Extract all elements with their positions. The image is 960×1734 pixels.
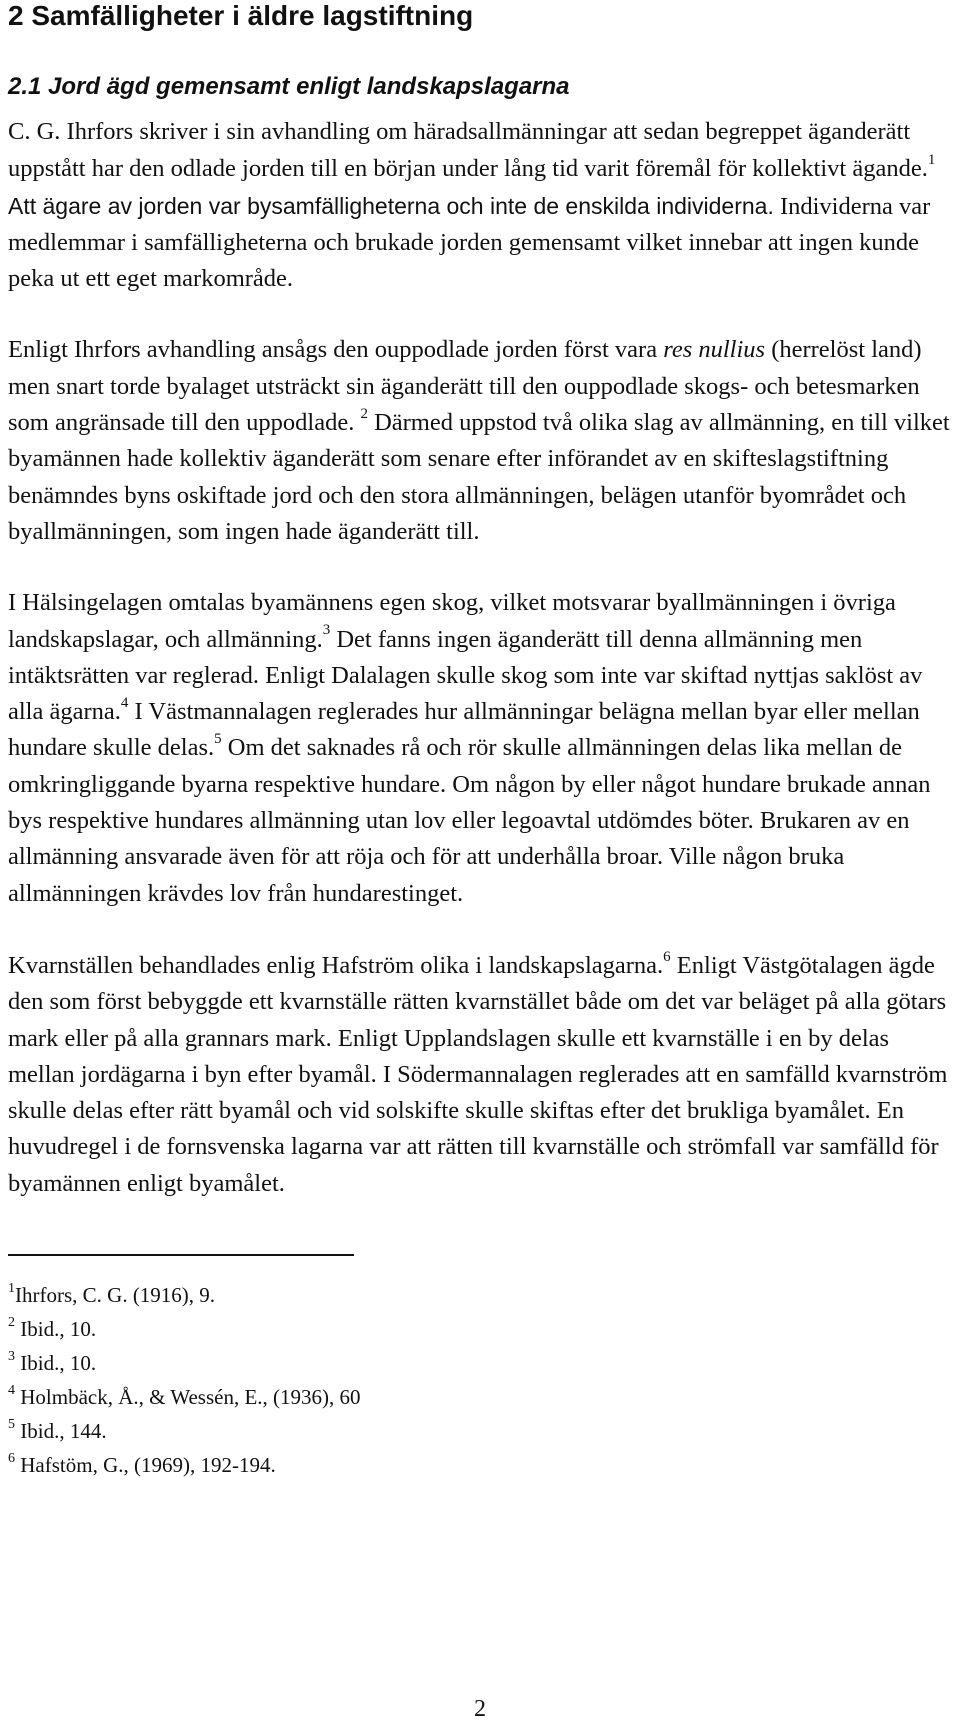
footnote-2 xyxy=(8,1312,952,1346)
footnote-text: Ibid., 144. xyxy=(15,1419,107,1444)
paragraph-2-text-a: Enligt Ihrfors avhandling ansågs den ouppodlade jorden först vara xyxy=(8,336,664,364)
footnote-number: 4 xyxy=(8,1383,15,1399)
subsection-heading: 2.1 Jord ägd gemensamt enligt landskapslagarna xyxy=(8,73,570,100)
paragraph-3-text-b: Det fanns ingen äganderätt till denna allmänning men intäktsrätten var reglerad. Enligt Dalalagen skulle skog som inte var skiftad nyttjas saklöst av alla ägarna. xyxy=(8,625,923,726)
footnote-ref-4: 4 xyxy=(120,695,129,711)
footnote-number: 1 xyxy=(8,1281,15,1297)
footnote-text: Ibid., 10. xyxy=(15,1317,97,1342)
footnote-number: 2 xyxy=(8,1315,15,1331)
paragraph-4-text-a: Kvarnställen behandlades enlig Hafström olika i landskapslagarna. xyxy=(8,951,664,979)
paragraph-2-text-c: Därmed uppstod två olika slag av allmänning, en till vilket byamännen hade kollektiv äganderätt som senare efter införandet av en skifteslagstiftning benämndes byns oskiftade jord och den stora allmänningen, belägen utanför byområdet och byallmänningen, som ingen hade äganderätt till. xyxy=(8,409,950,545)
paragraph-3-text-a: I Hälsingelagen omtalas byamännens egen skog, vilket motsvarar byallmänningen i övriga landskapslagar, och allmänning. xyxy=(8,589,896,653)
footnote-number: 6 xyxy=(8,1451,15,1467)
page-number: 2 xyxy=(474,1696,486,1722)
paragraph-1-text-c: Individerna var medlemmar i samfälligheterna och brukade jorden gemensamt vilket innebar att ingen kunde peka ut ett eget markområde. xyxy=(8,192,931,293)
footnote-3 xyxy=(8,1346,952,1380)
footnote-5 xyxy=(8,1414,952,1448)
footnote-ref-5: 5 xyxy=(214,731,222,748)
paragraph-3 xyxy=(8,585,952,912)
footnote-1 xyxy=(8,1278,952,1312)
paragraph-3-text-d: Om det saknades rå och rör skulle allmänningen delas lika mellan de omkringliggande byarna respektive hundare. Om någon by eller något hundare brukade annan bys respektive hundares allmänning utan lov eller legoavtal utdömdes böter. Brukaren av en allmänning ansvarade även för att röja och för att underhålla broar. Ville någon bruka allmänningen krävdes lov från hundarestinget. xyxy=(8,734,931,907)
footnote-ref-2: 2 xyxy=(360,405,368,422)
footnote-number: 5 xyxy=(8,1417,15,1433)
paragraph-1-text-b: Att ägare av jorden var bysamfälligheterna och inte de enskilda individerna. xyxy=(8,192,774,219)
footnote-text: Ihrfors, C. G. (1916), 9. xyxy=(15,1283,216,1308)
paragraph-4 xyxy=(8,948,952,1202)
footnote-separator xyxy=(8,1254,354,1256)
paragraph-1 xyxy=(8,114,952,297)
footnote-text: Holmbäck, Å., & Wessén, E., (1936), 60 xyxy=(15,1385,361,1410)
paragraph-1-text-a: C. G. Ihrfors skriver i sin avhandling om häradsallmänningar att sedan begreppet äganderätt uppstått har den odlade jorden till en början under lång tid varit föremål för kollektivt ägande. xyxy=(8,118,928,183)
footnote-text: Hafstöm, G., (1969), 192-194. xyxy=(15,1453,276,1478)
footnote-ref-6: 6 xyxy=(663,948,671,965)
paragraph-2 xyxy=(8,332,952,550)
footnote-4 xyxy=(8,1380,952,1414)
footnotes xyxy=(8,1278,952,1482)
section-heading: 2 Samfälligheter i äldre lagstiftning xyxy=(8,0,474,31)
footnote-text: Ibid., 10. xyxy=(15,1351,97,1376)
footnote-ref-1: 1 xyxy=(927,152,936,169)
footnote-6 xyxy=(8,1448,952,1482)
footnote-number: 3 xyxy=(8,1349,15,1365)
footnote-ref-3: 3 xyxy=(322,622,331,639)
latin-term: res nullius xyxy=(663,336,766,364)
paragraph-2-text-b: (herrelöst land) men snart torde byalaget utsträckt sin äganderätt till den ouppodlade skogs- och betesmarken som angränsade till den uppodlade. xyxy=(8,336,922,437)
paragraph-3-text-c: I Västmannalagen reglerades hur allmänningar belägna mellan byar eller mellan hundare skulle delas. xyxy=(8,698,920,762)
paragraph-4-text-b: Enligt Västgötalagen ägde den som först bebyggde ett kvarnställe rätten kvarnstället både om det var beläget på alla götars mark eller på alla grannars mark. Enligt Upplandslagen skulle ett kvarnställe i en by delas mellan jordägarna i byn efter byamål. I Södermannalagen reglerades att en samfälld kvarnström skulle delas efter rätt byamål och vid solskifte skulle skiftas efter det brukliga byamålet. En huvudregel i de fornsvenska lagarna var att rätten till kvarnställe och strömfall var samfälld för byamännen enligt byamålet. xyxy=(8,951,948,1197)
